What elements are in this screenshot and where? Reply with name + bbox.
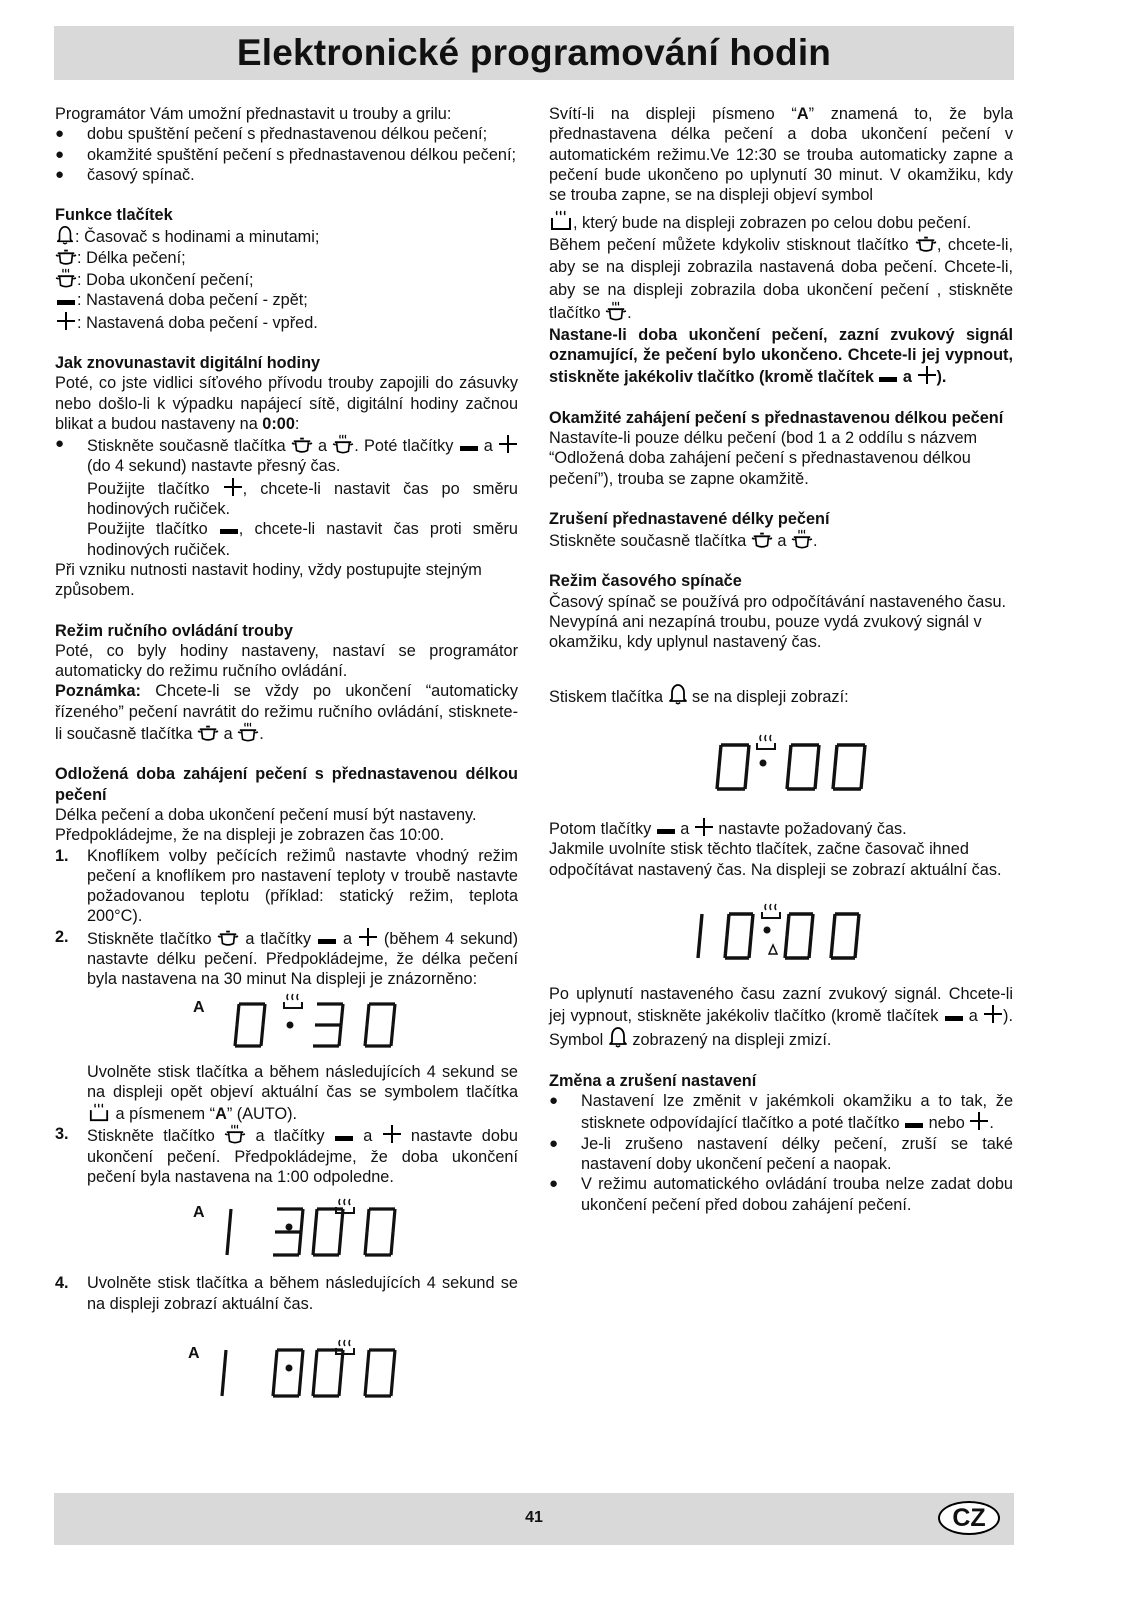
lcd-segment xyxy=(365,1025,367,1046)
paragraph: Stiskem tlačítka se na displeji zobrazí: xyxy=(549,683,1013,707)
list-item: 2. Stiskněte tlačítko a tlačítky a (během 4 sekund) nastavte délku pečení. Předpokládejme, že délka pečení byla nastavena na 30 minut Na displeji je znázorněno: xyxy=(55,927,518,989)
section-heading: Režim ručního ovládání trouby xyxy=(55,621,293,640)
lcd-segment xyxy=(273,1373,275,1396)
lcd-digit xyxy=(717,745,749,789)
lcd-segment xyxy=(339,1025,341,1046)
lcd-oven-steam-icon xyxy=(762,904,780,918)
lcd-segment xyxy=(224,1350,226,1373)
plus-icon xyxy=(498,434,518,454)
lcd-segment xyxy=(391,1373,393,1396)
page-number: 41 xyxy=(525,1509,543,1526)
button-function-row: : Délka pečení; xyxy=(55,248,518,268)
lcd-segment xyxy=(835,745,837,767)
bell-icon xyxy=(55,225,75,245)
pot-steam-icon xyxy=(605,301,627,321)
paragraph: Uvolněte stisk tlačítka a během následujících 4 sekund se na displeji opět objeví aktuální čas se symbolem tlačítka a písmenem “A” (AUTO). xyxy=(87,1062,518,1124)
section-heading: Odložená doba zahájení pečení s přednastavenou délkou pečení xyxy=(55,765,518,804)
lcd-segment xyxy=(815,767,817,789)
list-item: 1. Knoflíkem volby pečících režimů nastavte vhodný režim pečení a knoflíkem pro nastavení teploty v troubě nastavte požadovanou teplotu (příklad: statický režim, teplota 200°C). xyxy=(55,846,518,926)
paragraph: Svítí-li na displeji písmeno “A” znamená to, že byla přednastavena délka pečení a doba ukončení pečení v automatickém režimu.Ve 12:30 se trouba automaticky zapne a pečení bude ukončeno po uplynutí 30 minut. V okamžiku, kdy se trouba zapne, se na displeji objeví symbol xyxy=(549,105,1013,205)
pot-icon xyxy=(55,248,77,266)
lcd-display xyxy=(55,1187,518,1273)
lcd-segment xyxy=(700,914,702,936)
minus-icon xyxy=(904,1119,924,1131)
lcd-segment xyxy=(817,745,819,767)
lcd-segment xyxy=(787,767,789,789)
lcd-segment xyxy=(861,767,863,789)
pot-icon xyxy=(291,436,313,454)
plus-icon xyxy=(223,477,243,497)
plus-icon xyxy=(983,1004,1003,1024)
lcd-segment xyxy=(391,1025,393,1046)
lcd-digit xyxy=(313,1209,343,1255)
lcd-digit xyxy=(273,1350,303,1396)
lcd-display xyxy=(549,707,1013,817)
page-title: Elektronické programování hodin xyxy=(236,32,832,73)
note-paragraph: Poznámka: Chcete-li se vždy po ukončení “automaticky řízeného” pečení navrátit do režimu ručního ovládání, stisknete-li současně tlačítka a . xyxy=(55,682,518,744)
lcd-segment xyxy=(315,1209,317,1232)
lcd-segment xyxy=(313,1232,315,1255)
minus-icon xyxy=(55,296,77,308)
lcd-segment xyxy=(339,1232,341,1255)
paragraph: Časový spínač se používá pro odpočítávání nastaveného času. Nevypíná ani nezapíná troubu, pouze vydá zvukový signál v okamžiku, kdy uplynul nastavený čas. xyxy=(549,592,1007,652)
minus-icon xyxy=(317,935,337,947)
lcd-digit xyxy=(833,745,865,789)
plus-icon xyxy=(694,817,714,837)
lcd-digit xyxy=(313,1004,343,1046)
lcd-segment xyxy=(727,914,729,936)
lcd-colon xyxy=(764,926,771,933)
list-item: 4. Uvolněte stisk tlačítka a během následujících 4 sekund se na displeji zobrazí aktuální čas. xyxy=(55,1274,518,1313)
lcd-segment xyxy=(698,936,700,958)
lcd-digit xyxy=(273,1209,303,1255)
pot-icon xyxy=(217,929,239,947)
lcd-digit xyxy=(698,914,702,958)
lcd-digit xyxy=(365,1209,395,1255)
lcd-digit xyxy=(785,914,813,958)
minus-icon xyxy=(334,1132,354,1144)
title-bar xyxy=(54,26,1014,80)
lcd-segment xyxy=(809,936,811,958)
pot-steam-icon xyxy=(237,722,259,742)
lcd-segment xyxy=(299,1232,301,1255)
lcd-display xyxy=(55,990,518,1062)
list-item: ● okamžité spuštění pečení s přednastavenou délkou pečení; xyxy=(55,145,517,164)
lcd-segment xyxy=(341,1004,343,1025)
lcd-segment xyxy=(313,1373,315,1396)
lcd-segment xyxy=(341,1209,343,1232)
paragraph: Nastavíte-li pouze délku pečení (bod 1 a 2 oddílu s názvem “Odložená doba zahájení pečení s přednastavenou délkou pečení”), trouba se zapne okamžitě. xyxy=(549,428,978,488)
lcd-segment xyxy=(863,745,865,767)
lcd-oven-steam-icon xyxy=(284,994,302,1008)
oven-steam-icon xyxy=(87,1102,111,1122)
paragraph: Délka pečení a doba ukončení pečení musí být nastaveny. xyxy=(55,805,477,824)
lcd-segment xyxy=(857,914,859,936)
bell-icon xyxy=(608,1026,628,1048)
lcd-segment xyxy=(391,1232,393,1255)
lcd-segment xyxy=(833,914,835,936)
language-badge: CZ xyxy=(938,1501,1000,1535)
lcd-segment xyxy=(315,1350,317,1373)
lcd-segment xyxy=(237,1004,239,1025)
pot-steam-icon xyxy=(224,1124,246,1144)
paragraph: Stiskněte současně tlačítka a . xyxy=(549,529,1013,551)
lcd-oven-steam-icon xyxy=(336,1199,354,1213)
lcd-digit xyxy=(235,1004,265,1046)
pot-icon xyxy=(751,531,773,549)
list-item: ● dobu spuštění pečení s přednastavenou délkou pečení; xyxy=(55,125,488,144)
plus-icon xyxy=(55,311,77,331)
lcd-digit xyxy=(222,1350,226,1396)
lcd-segment xyxy=(227,1232,229,1255)
lcd-segment xyxy=(787,914,789,936)
lcd-segment xyxy=(235,1025,237,1046)
minus-icon xyxy=(219,525,239,537)
plus-icon xyxy=(917,365,937,385)
lcd-segment xyxy=(222,1373,224,1396)
bell-icon xyxy=(668,683,688,705)
lcd-colon xyxy=(286,1224,293,1231)
lcd-segment xyxy=(367,1004,369,1025)
lcd-segment xyxy=(725,936,727,958)
lcd-display xyxy=(55,1314,518,1414)
lcd-oven-steam-icon xyxy=(757,735,775,749)
pot-steam-icon xyxy=(791,529,813,549)
lcd-oven-steam-icon xyxy=(336,1340,354,1354)
section-heading: Okamžité zahájení pečení s přednastavenou délkou pečení xyxy=(549,408,1004,427)
minus-icon xyxy=(656,825,676,837)
lcd-segment xyxy=(365,1232,367,1255)
oven-steam-icon xyxy=(549,209,573,231)
lcd-digit xyxy=(725,914,753,958)
lcd-segment xyxy=(747,745,749,767)
lcd-segment xyxy=(789,745,791,767)
pot-icon xyxy=(915,235,937,253)
list-item: ● V režimu automatického ovládání trouba nelze zadat dobu ukončení pečení před dobou zahájení pečení. xyxy=(549,1175,1013,1214)
button-function-row: : Doba ukončení pečení; xyxy=(55,268,518,290)
pot-steam-icon xyxy=(332,434,354,454)
paragraph: , který bude na displeji zobrazen po celou dobu pečení. xyxy=(549,209,1013,233)
paragraph: Po uplynutí nastaveného času zazní zvukový signál. Chcete-li jej vypnout, stiskněte jakékoliv tlačítko (kromě tlačítek a ). Symbol zobrazený na displeji zmizí. xyxy=(549,984,1013,1050)
lcd-segment xyxy=(261,1025,263,1046)
lcd-auto-indicator: A xyxy=(188,1344,200,1362)
lcd-colon xyxy=(287,1021,294,1028)
minus-icon xyxy=(878,373,898,385)
button-function-row: : Nastavená doba pečení - vpřed. xyxy=(55,311,518,333)
lcd-segment xyxy=(299,1373,301,1396)
lcd-digit xyxy=(831,914,859,958)
section-heading: Funkce tlačítek xyxy=(55,206,173,225)
list-item: ● časový spínač. xyxy=(55,165,195,184)
list-item: ● Stiskněte současně tlačítka a . Poté tlačítky a (do 4 sekund) nastavte přesný čas. Použijte tlačítko , chcete-li nastavit čas po směru hodinových ručiček. Použijte tlačítko , chcete-li nastavit čas proti směru hodinových ručiček. xyxy=(55,435,518,559)
paragraph: Při vzniku nutnosti nastavit hodiny, vždy postupujte stejným způsobem. xyxy=(55,560,482,600)
lcd-segment xyxy=(365,1373,367,1396)
lcd-digit xyxy=(365,1350,395,1396)
lcd-segment xyxy=(393,1350,395,1373)
section-heading: Zrušení přednastavené délky pečení xyxy=(549,509,830,528)
pot-icon xyxy=(197,724,219,742)
lcd-segment xyxy=(275,1350,277,1373)
pot-steam-icon xyxy=(55,268,77,288)
lcd-bell-icon xyxy=(769,945,777,954)
paragraph: Poté, co byly hodiny nastaveny, nastaví se programátor automaticky do režimu ručního ovládání. xyxy=(55,641,518,681)
lcd-segment xyxy=(229,1209,231,1232)
lcd-segment xyxy=(855,936,857,958)
list-item: ● Nastavení lze změnit v jakémkoli okamžiku a to tak, že stisknete odpovídající tlačítko a poté tlačítko nebo . xyxy=(549,1092,1013,1133)
lcd-segment xyxy=(751,914,753,936)
lcd-segment xyxy=(745,767,747,789)
lcd-segment xyxy=(719,745,721,767)
lcd-segment xyxy=(833,767,835,789)
intro-text: Programátor Vám umožní přednastavit u trouby a grilu: xyxy=(55,105,452,123)
minus-icon xyxy=(944,1012,964,1024)
lcd-segment xyxy=(339,1373,341,1396)
lcd-segment xyxy=(301,1350,303,1373)
button-function-row: : Nastavená doba pečení - zpět; xyxy=(55,290,518,310)
warning-paragraph: Nastane-li doba ukončení pečení, zazní zvukový signál oznamující, že pečení bylo ukončeno. Chcete-li jej vypnout, stiskněte jakékoliv tlačítko (kromě tlačítek a ). xyxy=(549,325,1013,387)
lcd-colon xyxy=(286,1364,293,1371)
plus-icon xyxy=(969,1111,989,1131)
right-column xyxy=(549,104,1013,1215)
lcd-segment xyxy=(263,1004,265,1025)
paragraph: Poté, co jste vidlici síťového přívodu trouby zapojili do zásuvky nebo došlo-li k výpadku napájecí sítě, digitální hodiny začnou blikat a budou nastaveny na 0:00: xyxy=(55,374,518,433)
lcd-segment xyxy=(717,767,719,789)
plus-icon xyxy=(382,1124,402,1144)
button-function-row: : Časovač s hodinami a minutami; xyxy=(55,225,518,247)
lcd-colon xyxy=(760,759,767,766)
lcd-segment xyxy=(831,936,833,958)
lcd-auto-indicator: A xyxy=(193,1204,205,1222)
lcd-digit xyxy=(313,1350,343,1396)
paragraph: Potom tlačítky a nastavte požadovaný čas. xyxy=(549,817,1013,839)
lcd-segment xyxy=(811,914,813,936)
list-item: 3. Stiskněte tlačítko a tlačítky a nastavte dobu ukončení pečení. Předpokládejme, že doba ukončení pečení byla nastavena na 1:00 odpoledne. xyxy=(55,1125,518,1187)
lcd-segment xyxy=(367,1209,369,1232)
section-heading: Režim časového spínače xyxy=(549,572,742,591)
lcd-segment xyxy=(393,1004,395,1025)
footer-bar xyxy=(54,1493,1014,1545)
lcd-display xyxy=(549,880,1013,984)
lcd-digit xyxy=(365,1004,395,1046)
lcd-segment xyxy=(393,1209,395,1232)
section-heading: Jak znovunastavit digitální hodiny xyxy=(55,353,321,372)
lcd-segment xyxy=(785,936,787,958)
plus-icon xyxy=(358,927,378,947)
minus-icon xyxy=(459,442,479,454)
lcd-digit xyxy=(227,1209,231,1255)
lcd-segment xyxy=(367,1350,369,1373)
lcd-segment xyxy=(749,936,751,958)
lcd-segment xyxy=(301,1209,303,1232)
section-heading: Změna a zrušení nastavení xyxy=(549,1071,757,1090)
paragraph: Jakmile uvolníte stisk těchto tlačítek, začne časovač ihned odpočítávat nastavený čas. Na displeji se zobrazí aktuální čas. xyxy=(549,840,1002,879)
paragraph: Během pečení můžete kdykoliv stisknout tlačítko , chcete-li, aby se na displeji zobrazila nastavená doba pečení. Chcete-li, aby se na displeji zobrazila doba ukončení pečení , stiskněte tlačítko . xyxy=(549,235,1013,323)
paragraph: Předpokládejme, že na displeji je zobrazen čas 10:00. xyxy=(55,826,445,845)
left-column xyxy=(55,104,518,1414)
lcd-digit xyxy=(787,745,819,789)
list-item: ● Je-li zrušeno nastavení délky pečení, zruší se také nastavení doby ukončení pečení a naopak. xyxy=(549,1134,1013,1173)
lcd-auto-indicator: A xyxy=(193,998,205,1016)
lcd-segment xyxy=(341,1350,343,1373)
